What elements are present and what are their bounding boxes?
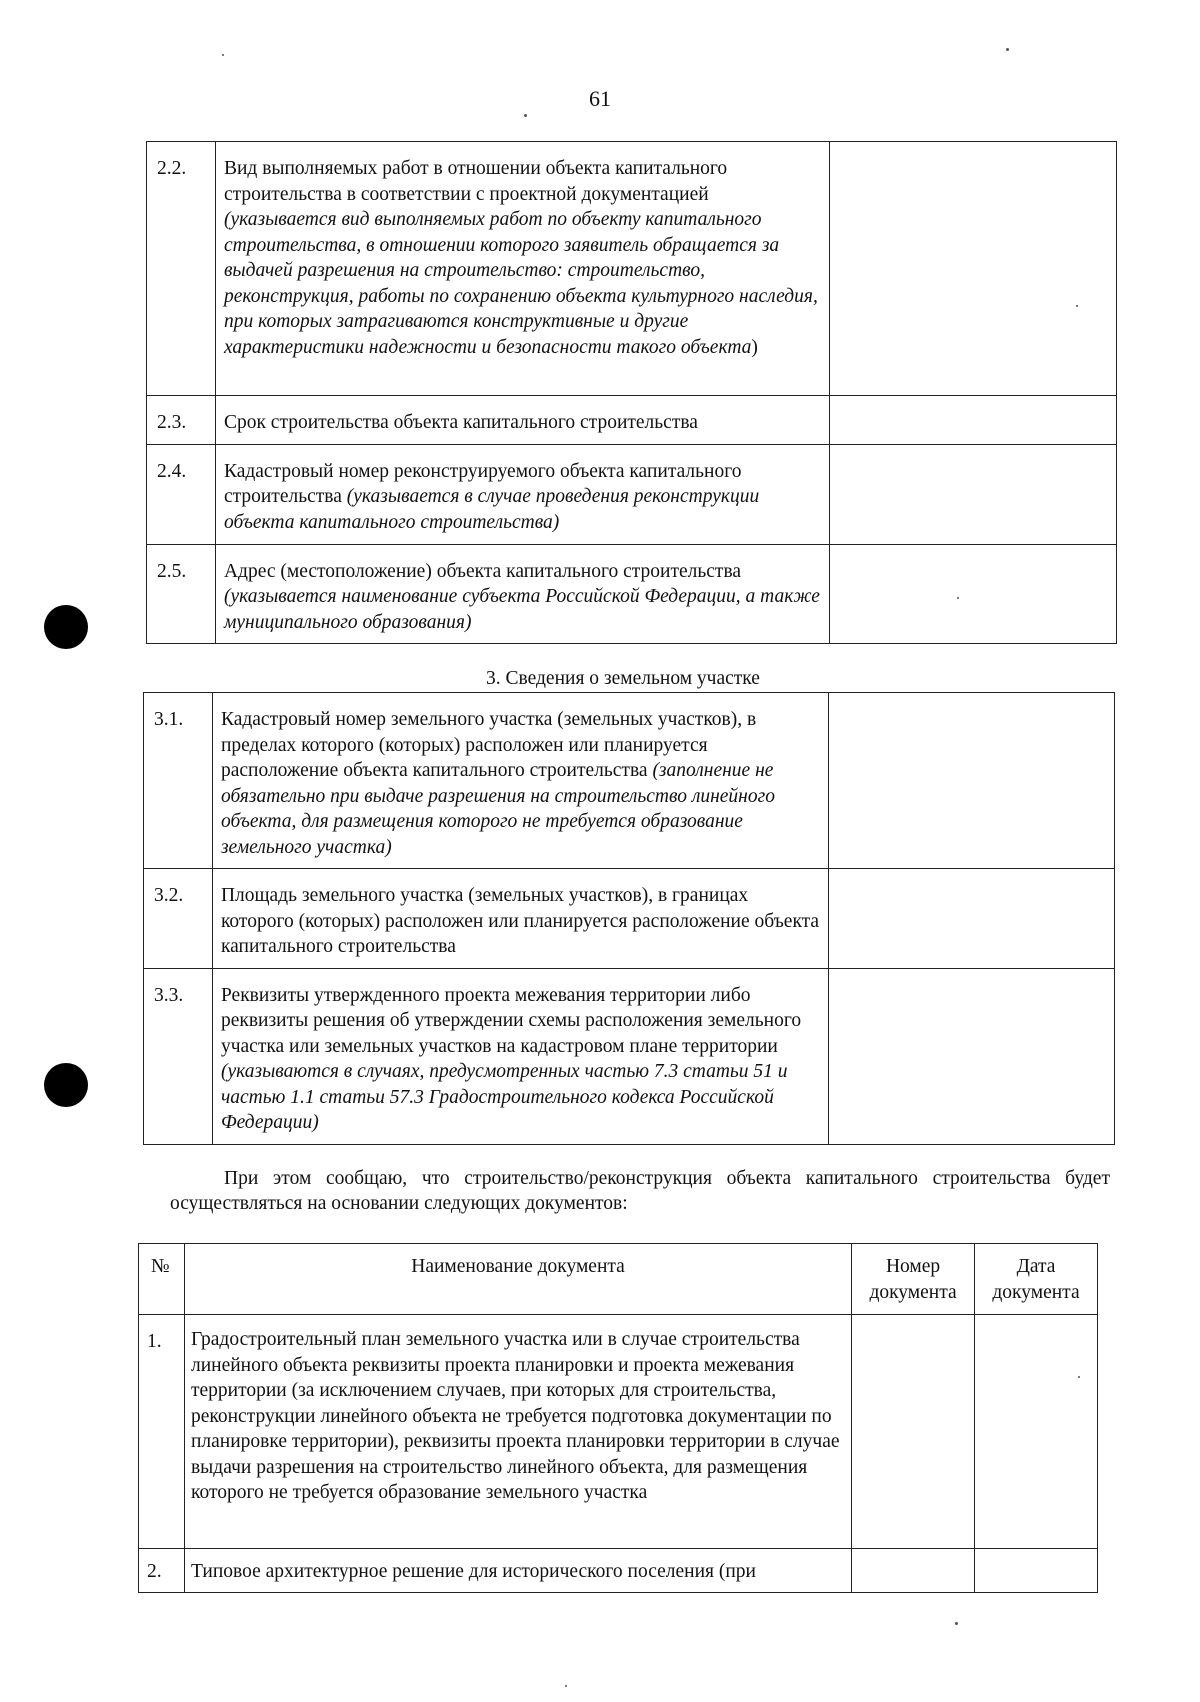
row-description: Кадастровый номер реконструируемого объекта капитального строительства (указывается в случае проведения реконструкции объекта капитального строительства) xyxy=(215,444,829,544)
row-number: 3.2. xyxy=(144,869,213,969)
scan-speck xyxy=(524,114,527,117)
scan-speck xyxy=(565,1685,567,1687)
intro-paragraph: При этом сообщаю, что строительство/реконструкция объекта капитального строительства будет осуществляться на основании следующих документов: xyxy=(170,1168,1110,1214)
table-row xyxy=(144,693,1115,869)
value-cell[interactable] xyxy=(830,142,1117,396)
section-title: 3. Сведения о земельном участке xyxy=(486,668,760,689)
table-row xyxy=(139,1315,1098,1549)
scan-speck xyxy=(1078,1376,1080,1378)
document-number-cell[interactable] xyxy=(852,1315,975,1549)
table-row xyxy=(144,869,1115,969)
page-number: 61 xyxy=(589,86,611,111)
row-number: 1. xyxy=(139,1315,185,1549)
section3-table xyxy=(143,692,1115,1145)
table-row xyxy=(147,142,1117,396)
scan-speck xyxy=(955,1622,958,1625)
table-header-row xyxy=(139,1244,1098,1315)
document-date-cell[interactable] xyxy=(975,1549,1098,1593)
section2-table xyxy=(146,141,1117,644)
scan-speck xyxy=(1076,305,1078,307)
table-row xyxy=(147,544,1117,644)
document-number-cell[interactable] xyxy=(852,1549,975,1593)
header-document-name: Наименование документа xyxy=(184,1244,851,1315)
table-row xyxy=(147,396,1117,445)
value-cell[interactable] xyxy=(829,693,1115,869)
header-document-number: Номер документа xyxy=(852,1244,975,1315)
value-cell[interactable] xyxy=(830,444,1117,544)
header-number: № xyxy=(139,1244,185,1315)
scan-speck xyxy=(1006,48,1009,51)
scan-speck xyxy=(957,597,959,599)
row-number: 2.3. xyxy=(147,396,216,445)
value-cell[interactable] xyxy=(829,968,1115,1144)
value-cell[interactable] xyxy=(829,869,1115,969)
row-description: Адрес (местоположение) объекта капитального строительства (указывается наименование субъекта Российской Федерации, а также муниципального образования) xyxy=(215,544,829,644)
row-description: Кадастровый номер земельного участка (земельных участков), в пределах которого (которых) расположен или планируется расположение объекта капитального строительства (заполнение не обязательно при выдаче разрешения на строительство линейного объекта, для размещения которого не требуется образование земельного участка) xyxy=(212,693,828,869)
document-name: Типовое архитектурное решение для исторического поселения (при xyxy=(184,1549,851,1593)
table-row xyxy=(139,1549,1098,1593)
header-document-date: Дата документа xyxy=(975,1244,1098,1315)
documents-table xyxy=(138,1243,1098,1593)
value-cell[interactable] xyxy=(830,544,1117,644)
table-row xyxy=(144,968,1115,1144)
document-date-cell[interactable] xyxy=(975,1315,1098,1549)
punch-hole xyxy=(44,1063,88,1107)
punch-hole xyxy=(44,605,88,649)
row-number: 2.4. xyxy=(147,444,216,544)
row-description: Вид выполняемых работ в отношении объекта капитального строительства в соответствии с проектной документацией (указывается вид выполняемых работ по объекту капитального строительства, в отношении которого заявитель обращается за выдачей разрешения на строительство: строительство, реконструкция, работы по сохранению объекта культурного наследия, при которых затрагиваются конструктивные и другие характеристики надежности и безопасности такого объекта) xyxy=(215,142,829,396)
row-number: 3.3. xyxy=(144,968,213,1144)
row-number: 2.2. xyxy=(147,142,216,396)
row-description: Реквизиты утвержденного проекта межевания территории либо реквизиты решения об утверждении схемы расположения земельного участка или земельных участков на кадастровом плане территории (указываются в случаях, предусмотренных частью 7.3 статьи 51 и частью 1.1 статьи 57.3 Градостроительного кодекса Российской Федерации) xyxy=(212,968,828,1144)
document-name: Градостроительный план земельного участка или в случае строительства линейного объекта реквизиты проекта планировки и проекта межевания территории (за исключением случаев, при которых для строительства, реконструкции линейного объекта не требуется подготовка документации по планировке территории), реквизиты проекта планировки территории в случае выдачи разрешения на строительство линейного объекта, для размещения которого не требуется образование земельного участка xyxy=(184,1315,851,1549)
value-cell[interactable] xyxy=(830,396,1117,445)
scan-speck xyxy=(222,54,224,56)
row-number: 3.1. xyxy=(144,693,213,869)
row-description: Площадь земельного участка (земельных участков), в границах которого (которых) расположен или планируется расположение объекта капитального строительства xyxy=(212,869,828,969)
row-number: 2.5. xyxy=(147,544,216,644)
row-number: 2. xyxy=(139,1549,185,1593)
table-row xyxy=(147,444,1117,544)
row-description: Срок строительства объекта капитального строительства xyxy=(215,396,829,445)
